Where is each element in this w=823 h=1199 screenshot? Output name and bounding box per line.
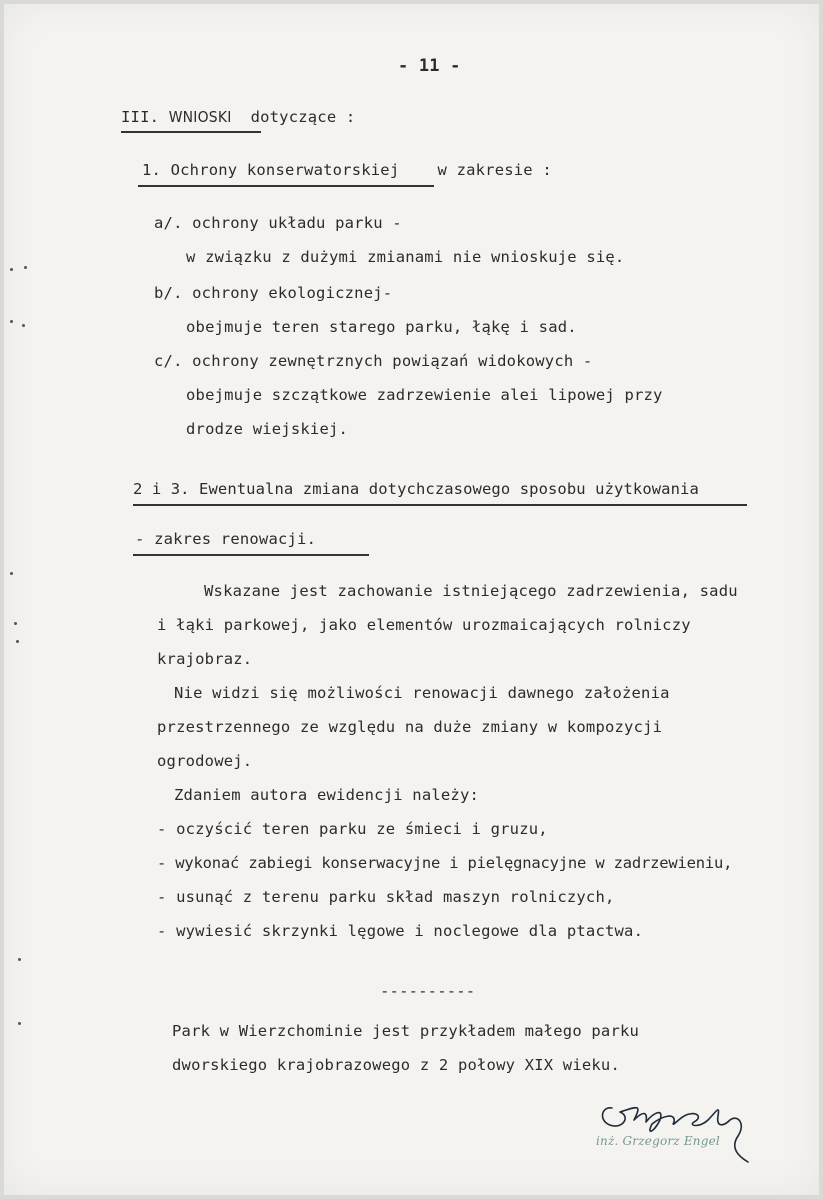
item23-subtitle-underline: [133, 554, 369, 556]
document-page: [4, 4, 819, 1195]
section-number: III.: [121, 108, 160, 126]
margin-mark: [14, 622, 17, 625]
body-bullet: - wywiesić skrzynki lęgowe i noclegowe dla ptactwa.: [157, 922, 644, 940]
closing-line: Park w Wierzchominie jest przykładem małego parku: [172, 1022, 640, 1040]
item1-line: obejmuje teren starego parku, łąkę i sad.: [186, 318, 577, 336]
margin-mark: [10, 320, 13, 323]
section-keyword: WNIOSKI: [168, 108, 232, 126]
section-heading-underline: [121, 131, 261, 133]
margin-mark: [16, 640, 19, 643]
separator: ----------: [380, 982, 476, 1000]
margin-mark: [24, 266, 27, 269]
item1-heading: [142, 161, 552, 179]
item1-line: a/. ochrony układu parku -: [154, 214, 402, 232]
body-line: i łąki parkowej, jako elementów urozmaicających rolniczy: [157, 616, 691, 634]
page-number: - 11 -: [398, 56, 461, 76]
item1-title: 1. Ochrony konserwatorskiej: [142, 161, 400, 179]
signature-image: [590, 1086, 760, 1166]
body-line: krajobraz.: [157, 650, 253, 668]
item23-underline: [133, 504, 747, 506]
item23-subtitle: - zakres renowacji.: [135, 530, 317, 548]
body-bullet: - usunąć z terenu parku skład maszyn rolniczych,: [157, 888, 615, 906]
item1-line: b/. ochrony ekologicznej-: [154, 284, 393, 302]
item23-title: 2 i 3. Ewentualna zmiana dotychczasowego sposobu użytkowania: [133, 480, 699, 498]
margin-mark: [22, 324, 25, 327]
item1-line: c/. ochrony zewnętrznych powiązań widokowych -: [154, 352, 593, 370]
margin-mark: [18, 1022, 21, 1025]
closing-line: dworskiego krajobrazowego z 2 połowy XIX wieku.: [172, 1056, 620, 1074]
body-line: ogrodowej.: [157, 752, 253, 770]
margin-mark: [10, 268, 13, 271]
body-line: Nie widzi się możliwości renowacji dawnego założenia: [174, 684, 670, 702]
section-heading: [121, 108, 355, 126]
body-bullet: - wykonać zabiegi konserwacyjne i pielęgnacyjne w zadrzewieniu,: [157, 854, 733, 872]
item1-line: w związku z dużymi zmianami nie wnioskuje się.: [186, 248, 625, 266]
margin-mark: [18, 958, 21, 961]
margin-mark: [10, 572, 13, 575]
item1-line: obejmuje szczątkowe zadrzewienie alei lipowej przy: [186, 386, 663, 404]
item1-underline: [138, 185, 434, 187]
body-line: Zdaniem autora ewidencji należy:: [174, 786, 480, 804]
body-bullet: - oczyścić teren parku ze śmieci i gruzu,: [157, 820, 548, 838]
body-line: Wskazane jest zachowanie istniejącego zadrzewienia, sadu: [204, 582, 738, 600]
signature-stamp: inż. Grzegorz Engel: [596, 1134, 720, 1148]
item1-suffix: w zakresie :: [437, 161, 552, 179]
body-line: przestrzennego ze względu na duże zmiany w kompozycji: [157, 718, 663, 736]
item1-line: drodze wiejskiej.: [186, 420, 349, 438]
section-heading-rest: dotyczące :: [250, 108, 356, 126]
